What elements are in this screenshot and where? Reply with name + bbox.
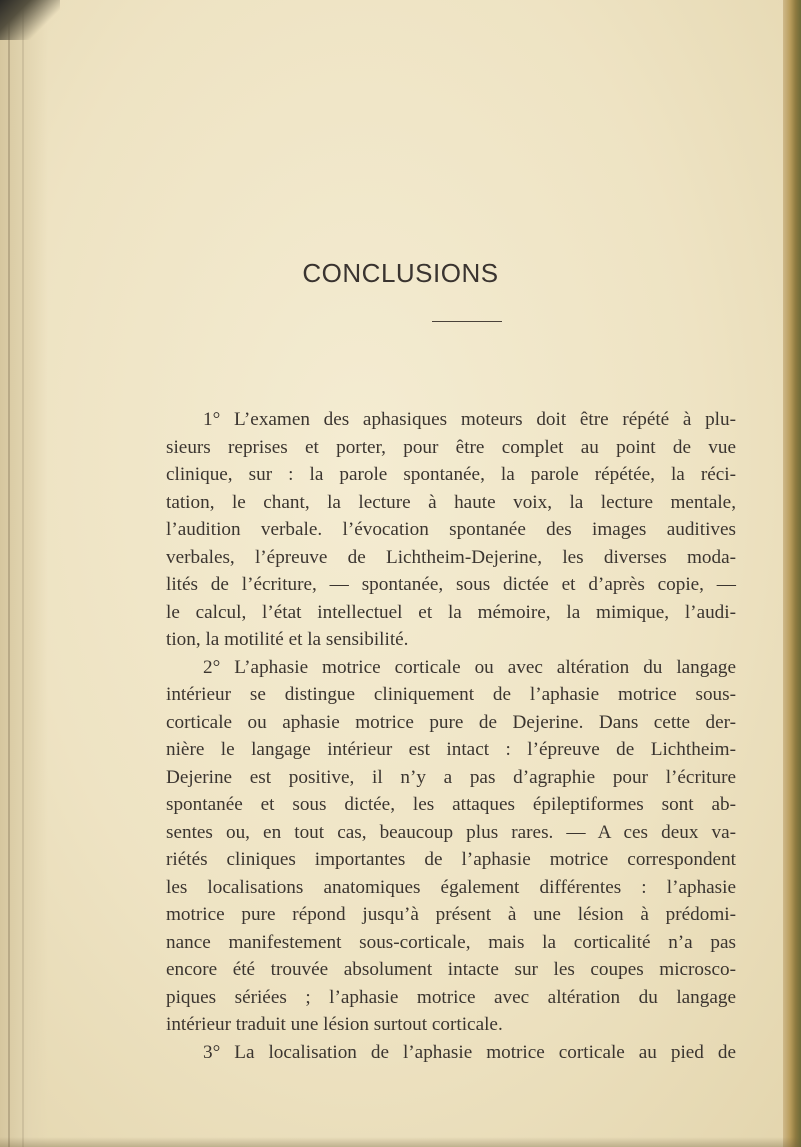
text-line: 2° L’aphasie motrice corticale ou avec altération du langage bbox=[203, 656, 736, 678]
text-line: l’audition verbale. l’évocation spontanée des images auditives bbox=[166, 519, 736, 540]
text-line: clinique, sur : la parole spontanée, la parole répétée, la réci- bbox=[166, 464, 736, 485]
gutter-line bbox=[22, 0, 24, 1147]
text-line: spontanée et sous dictée, les attaques épileptiformes sont ab- bbox=[166, 794, 736, 815]
text-line: corticale ou aphasie motrice pure de Dejerine. Dans cette der- bbox=[166, 711, 736, 733]
title-rule bbox=[432, 321, 502, 322]
text-line: riétés cliniques importantes de l’aphasie motrice correspondent bbox=[166, 849, 736, 870]
text-line: sieurs reprises et porter, pour être complet au point de vue bbox=[166, 436, 736, 458]
text-line: 1° L’examen des aphasiques moteurs doit être répété à plu- bbox=[203, 409, 736, 430]
text-line: sentes ou, en tout cas, beaucoup plus rares. — A ces deux va- bbox=[166, 821, 736, 843]
page-edge bbox=[783, 0, 801, 1147]
body-text bbox=[166, 406, 736, 1066]
text-line: encore été trouvée absolument intacte sur les coupes microsco- bbox=[166, 959, 736, 980]
page-corner-shadow bbox=[0, 0, 60, 40]
paragraph bbox=[166, 1039, 736, 1067]
text-line: verbales, l’épreuve de Lichtheim-Dejerine, les diverses moda- bbox=[166, 546, 736, 568]
text-line: 3° La localisation de l’aphasie motrice corticale au pied de bbox=[203, 1041, 736, 1063]
text-line: nance manifestement sous-corticale, mais la corticalité n’a pas bbox=[166, 931, 736, 953]
text-line: intérieur traduit une lésion surtout corticale. bbox=[166, 1014, 503, 1035]
paragraph bbox=[166, 654, 736, 1039]
bottom-shadow bbox=[0, 1137, 801, 1147]
text-line: tion, la motilité et la sensibilité. bbox=[166, 629, 409, 650]
page-title: CONCLUSIONS bbox=[302, 258, 499, 288]
text-line: tation, le chant, la lecture à haute voix, la lecture mentale, bbox=[166, 491, 736, 513]
text-line: les localisations anatomiques également différentes : l’aphasie bbox=[166, 876, 736, 898]
text-line: le calcul, l’état intellectuel et la mémoire, la mimique, l’audi- bbox=[166, 601, 736, 623]
text-line: piques sériées ; l’aphasie motrice avec altération du langage bbox=[166, 986, 736, 1008]
text-line: lités de l’écriture, — spontanée, sous dictée et d’après copie, — bbox=[166, 574, 736, 595]
text-line: intérieur se distingue cliniquement de l’aphasie motrice sous- bbox=[166, 684, 736, 705]
text-line: nière le langage intérieur est intact : l’épreuve de Lichtheim- bbox=[166, 739, 736, 760]
paragraph bbox=[166, 406, 736, 654]
gutter-line bbox=[8, 0, 10, 1147]
text-line: Dejerine est positive, il n’y a pas d’agraphie pour l’écriture bbox=[166, 766, 736, 788]
text-line: motrice pure répond jusqu’à présent à une lésion à prédomi- bbox=[166, 904, 736, 925]
